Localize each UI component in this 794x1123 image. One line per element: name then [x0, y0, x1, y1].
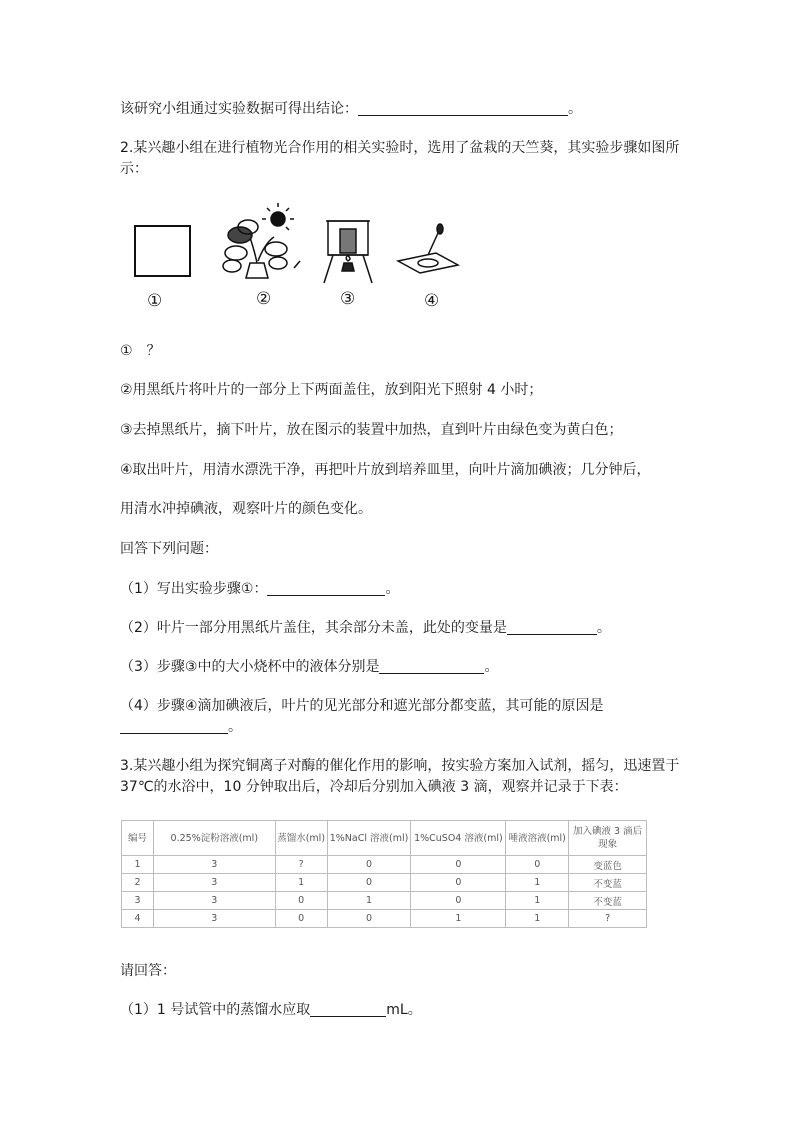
experiment-steps-figure: [128, 203, 468, 318]
q3-intro-line2: 37℃的水浴中，10 分钟取出后，冷却后分别加入碘液 3 滴，观察并记录于下表：: [120, 779, 628, 795]
table-cell: 1: [122, 856, 154, 874]
q2-sub1-text: （1）写出实验步骤①：: [120, 581, 268, 597]
q2-step1: ① ？: [120, 343, 161, 359]
q2-sub4-blank[interactable]: [120, 719, 228, 734]
q3-sub1: [120, 1001, 422, 1019]
q2-step4a: ④取出叶片，用清水漂洗干净，再把叶片放到培养皿里，向叶片滴加碘液；几分钟后，: [120, 462, 651, 478]
q2-sub2-end: 。: [596, 620, 611, 636]
table-cell: 3: [153, 874, 275, 892]
q2-intro-line2: 示：: [120, 161, 148, 177]
figure-label-3: ③: [340, 289, 356, 309]
q1-answer-blank[interactable]: [358, 101, 568, 116]
table-cell: 0: [327, 874, 411, 892]
q2-sub4-end: 。: [228, 719, 242, 735]
q2-step4b: 用清水冲掉碘液，观察叶片的颜色变化。: [120, 501, 372, 517]
q2-answer-prompt: 回答下列问题：: [120, 541, 218, 557]
table-cell: 变蓝色: [569, 856, 647, 874]
q3-please-answer: 请回答：: [120, 963, 176, 979]
table-cell: 1: [327, 892, 411, 910]
q2-sub1-blank[interactable]: [267, 581, 385, 596]
table-header-cell: 0.25%淀粉溶液(ml): [153, 821, 275, 856]
q2-sub4-answer-line: [120, 718, 242, 736]
q2-step2: ②用黑纸片将叶片的一部分上下两面盖住，放到阳光下照射 4 小时；: [120, 382, 543, 398]
q1-conclusion-line: [120, 100, 582, 118]
figure-label-1: ①: [147, 291, 163, 311]
q3-sub1-unit: mL。: [386, 1002, 422, 1018]
table-header-cell: 加入碘液 3 滴后现象: [569, 821, 647, 856]
table-cell: 1: [506, 910, 569, 928]
table-cell: 0: [506, 856, 569, 874]
table-cell: 1: [506, 874, 569, 892]
q2-sub1-end: 。: [385, 581, 400, 597]
table-header-cell: 蒸馏水(ml): [275, 821, 327, 856]
q2-sub2: [120, 619, 611, 637]
table-cell: 0: [327, 910, 411, 928]
potted-plant-icon: [223, 203, 300, 278]
q3-sub1-blank[interactable]: [310, 1002, 386, 1017]
q2-sub3-end: 。: [484, 659, 499, 675]
table-cell: 4: [122, 910, 154, 928]
table-header-cell: 唾液溶液(ml): [506, 821, 569, 856]
q2-sub2-blank[interactable]: [507, 620, 597, 635]
table-cell: 2: [122, 874, 154, 892]
water-bath-heating-icon: [324, 221, 372, 283]
table-cell: 3: [153, 856, 275, 874]
q2-sub4: （4）步骤④滴加碘液后，叶片的见光部分和遮光部分都变蓝，其可能的原因是: [120, 698, 604, 714]
table-cell: 1: [411, 910, 506, 928]
table-cell: ?: [569, 910, 647, 928]
table-cell: 不变蓝: [569, 892, 647, 910]
table-cell: 0: [327, 856, 411, 874]
table-cell: 1: [506, 892, 569, 910]
q3-sub1-text: （1）1 号试管中的蒸馏水应取: [120, 1002, 311, 1018]
table-cell: 3: [122, 892, 154, 910]
q2-sub3-text: （3）步骤③中的大小烧杯中的液体分别是: [120, 659, 380, 675]
table-cell: 1: [275, 874, 327, 892]
table-header-row: [122, 821, 647, 856]
experiment-data-table: [121, 820, 647, 928]
table-cell: 0: [411, 856, 506, 874]
experiment-steps-illustration: [128, 203, 468, 318]
q3-intro-line1: 3.某兴趣小组为探究铜离子对酶的催化作用的影响，按实验方案加入试剂，摇匀，迅速置于: [120, 758, 680, 774]
q2-sub3: [120, 658, 498, 676]
table-cell: 3: [153, 910, 275, 928]
q1-end-mark: 。: [568, 101, 582, 117]
table-header-cell: 编号: [122, 821, 154, 856]
table-header-cell: 1%CuSO4 溶液(ml): [411, 821, 506, 856]
q1-conclusion-text: 该研究小组通过实验数据可得出结论：: [120, 101, 358, 117]
table-cell: 0: [275, 910, 327, 928]
table-cell: 0: [411, 892, 506, 910]
table-cell: 不变蓝: [569, 874, 647, 892]
q2-sub3-blank[interactable]: [379, 659, 484, 674]
table-cell: 0: [411, 874, 506, 892]
q2-intro-line1: 2.某兴趣小组在进行植物光合作用的相关实验时，选用了盆栽的天竺葵，其实验步骤如图所: [120, 140, 680, 156]
table-header-cell: 1%NaCl 溶液(ml): [327, 821, 411, 856]
table-row: [122, 910, 647, 928]
iodine-dropper-icon: [398, 224, 458, 273]
figure-label-4: ④: [424, 291, 440, 311]
table-cell: 3: [153, 892, 275, 910]
table-row: [122, 856, 647, 874]
table-row: [122, 874, 647, 892]
table-cell: ?: [275, 856, 327, 874]
q2-sub1: [120, 580, 399, 598]
square-icon: [135, 226, 190, 276]
figure-label-2: ②: [256, 289, 272, 309]
q2-step3: ③去掉黑纸片，摘下叶片，放在图示的装置中加热，直到叶片由绿色变为黄白色；: [120, 422, 623, 438]
table-cell: 0: [275, 892, 327, 910]
q2-sub2-text: （2）叶片一部分用黑纸片盖住，其余部分未盖，此处的变量是: [120, 620, 507, 636]
table-row: [122, 892, 647, 910]
